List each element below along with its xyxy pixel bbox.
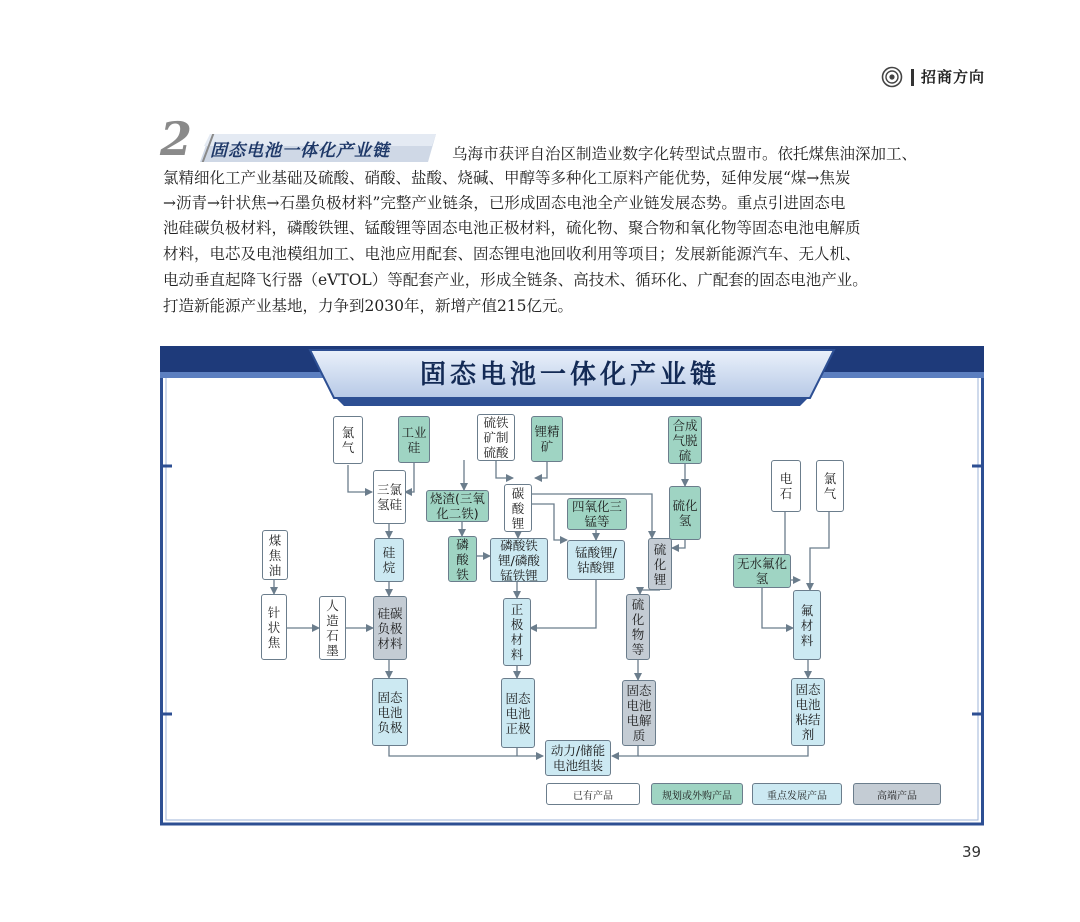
legend-high-end-products: 高端产品 bbox=[853, 783, 941, 805]
paragraph-line: 打造新能源产业基地，力争到2030年，新增产值215亿元。 bbox=[163, 297, 574, 315]
paragraph-line: 电动垂直起降飞行器（eVTOL）等配套产业，形成全链条、高技术、循环化、广配套的固态电池产业。 bbox=[163, 271, 868, 289]
node-artificial-graphite: 人造石墨 bbox=[319, 596, 346, 660]
node-pyrite-sulfuric-acid: 硫铁矿制硫酸 bbox=[477, 414, 515, 461]
paragraph-line: →沥青→针状焦→石墨负极材料”完整产业链条，已形成固态电池全产业链发展态势。重点引进固态电 bbox=[163, 194, 846, 212]
node-lfp-lmfp: 磷酸铁锂/磷酸锰铁锂 bbox=[490, 538, 548, 582]
section-number: 2 bbox=[160, 112, 193, 166]
node-fluorine-material: 氟材料 bbox=[793, 590, 821, 660]
paragraph-line: 池硅碳负极材料，磷酸铁锂、锰酸锂等固态电池正极材料，硫化物、聚合物和氧化物等固态电池电解质 bbox=[163, 219, 861, 237]
paragraph-line: 乌海市获评自治区制造业数字化转型试点盟市。依托煤焦油深加工、 bbox=[452, 145, 918, 163]
section-title: 固态电池一体化产业链 bbox=[210, 141, 390, 161]
node-syngas-desulfurization: 合成气脱硫 bbox=[668, 416, 702, 464]
page-number: 39 bbox=[962, 843, 982, 861]
section-header-label: 招商方向 bbox=[921, 68, 986, 86]
node-lithium-sulfide: 硫化锂 bbox=[648, 538, 672, 590]
node-hydrogen-sulfide: 硫化氢 bbox=[669, 486, 701, 540]
node-needle-coke: 针状焦 bbox=[261, 594, 287, 660]
node-calcium-carbide: 电石 bbox=[771, 460, 801, 512]
node-chlorine-2: 氯气 bbox=[816, 460, 844, 512]
node-solid-state-electrolyte: 固态电池电解质 bbox=[622, 680, 656, 746]
paragraph-line: 氯精细化工产业基础及硫酸、硝酸、盐酸、烧碱、甲醇等多种化工原料产能优势，延伸发展“煤→焦炭 bbox=[163, 169, 851, 187]
node-lithium-carbonate: 碳酸锂 bbox=[504, 484, 532, 532]
node-silane: 硅烷 bbox=[374, 538, 404, 582]
node-manganese-oxide: 四氧化三锰等 bbox=[567, 498, 627, 530]
legend-key-products: 重点发展产品 bbox=[752, 783, 842, 805]
node-industrial-silicon: 工业硅 bbox=[398, 416, 430, 463]
node-si-c-anode-material: 硅碳负极材料 bbox=[373, 596, 407, 660]
diagram-title: 固态电池一体化产业链 bbox=[419, 360, 720, 390]
node-battery-pack-assembly: 动力/储能电池组装 bbox=[545, 740, 611, 776]
node-trichlorosilane: 三氯氢硅 bbox=[373, 470, 406, 524]
node-solid-state-cathode: 固态电池正极 bbox=[501, 678, 535, 748]
legend-planned-products: 规划或外购产品 bbox=[651, 783, 743, 805]
node-anhydrous-hf: 无水氟化氢 bbox=[733, 554, 791, 588]
legend-existing-products: 已有产品 bbox=[546, 783, 640, 805]
paragraph-line: 材料，电芯及电池模组加工、电池应用配套、固态锂电池回收利用等项目；发展新能源汽车、无人机、 bbox=[163, 245, 861, 263]
node-lmo-lco: 锰酸锂/钴酸锂 bbox=[567, 540, 625, 580]
node-sulfides: 硫化物等 bbox=[626, 594, 650, 660]
node-cathode-material: 正极材料 bbox=[503, 598, 531, 666]
node-solid-state-binder: 固态电池粘结剂 bbox=[791, 678, 825, 746]
node-iron-phosphate: 磷酸铁 bbox=[448, 536, 477, 582]
node-iron-oxide-slag: 烧渣(三氧化二铁) bbox=[426, 490, 489, 522]
node-chlorine: 氯气 bbox=[333, 416, 363, 464]
node-coal-tar: 煤焦油 bbox=[262, 530, 288, 580]
node-lithium-concentrate: 锂精矿 bbox=[531, 416, 563, 462]
node-solid-state-anode: 固态电池负极 bbox=[372, 678, 408, 746]
